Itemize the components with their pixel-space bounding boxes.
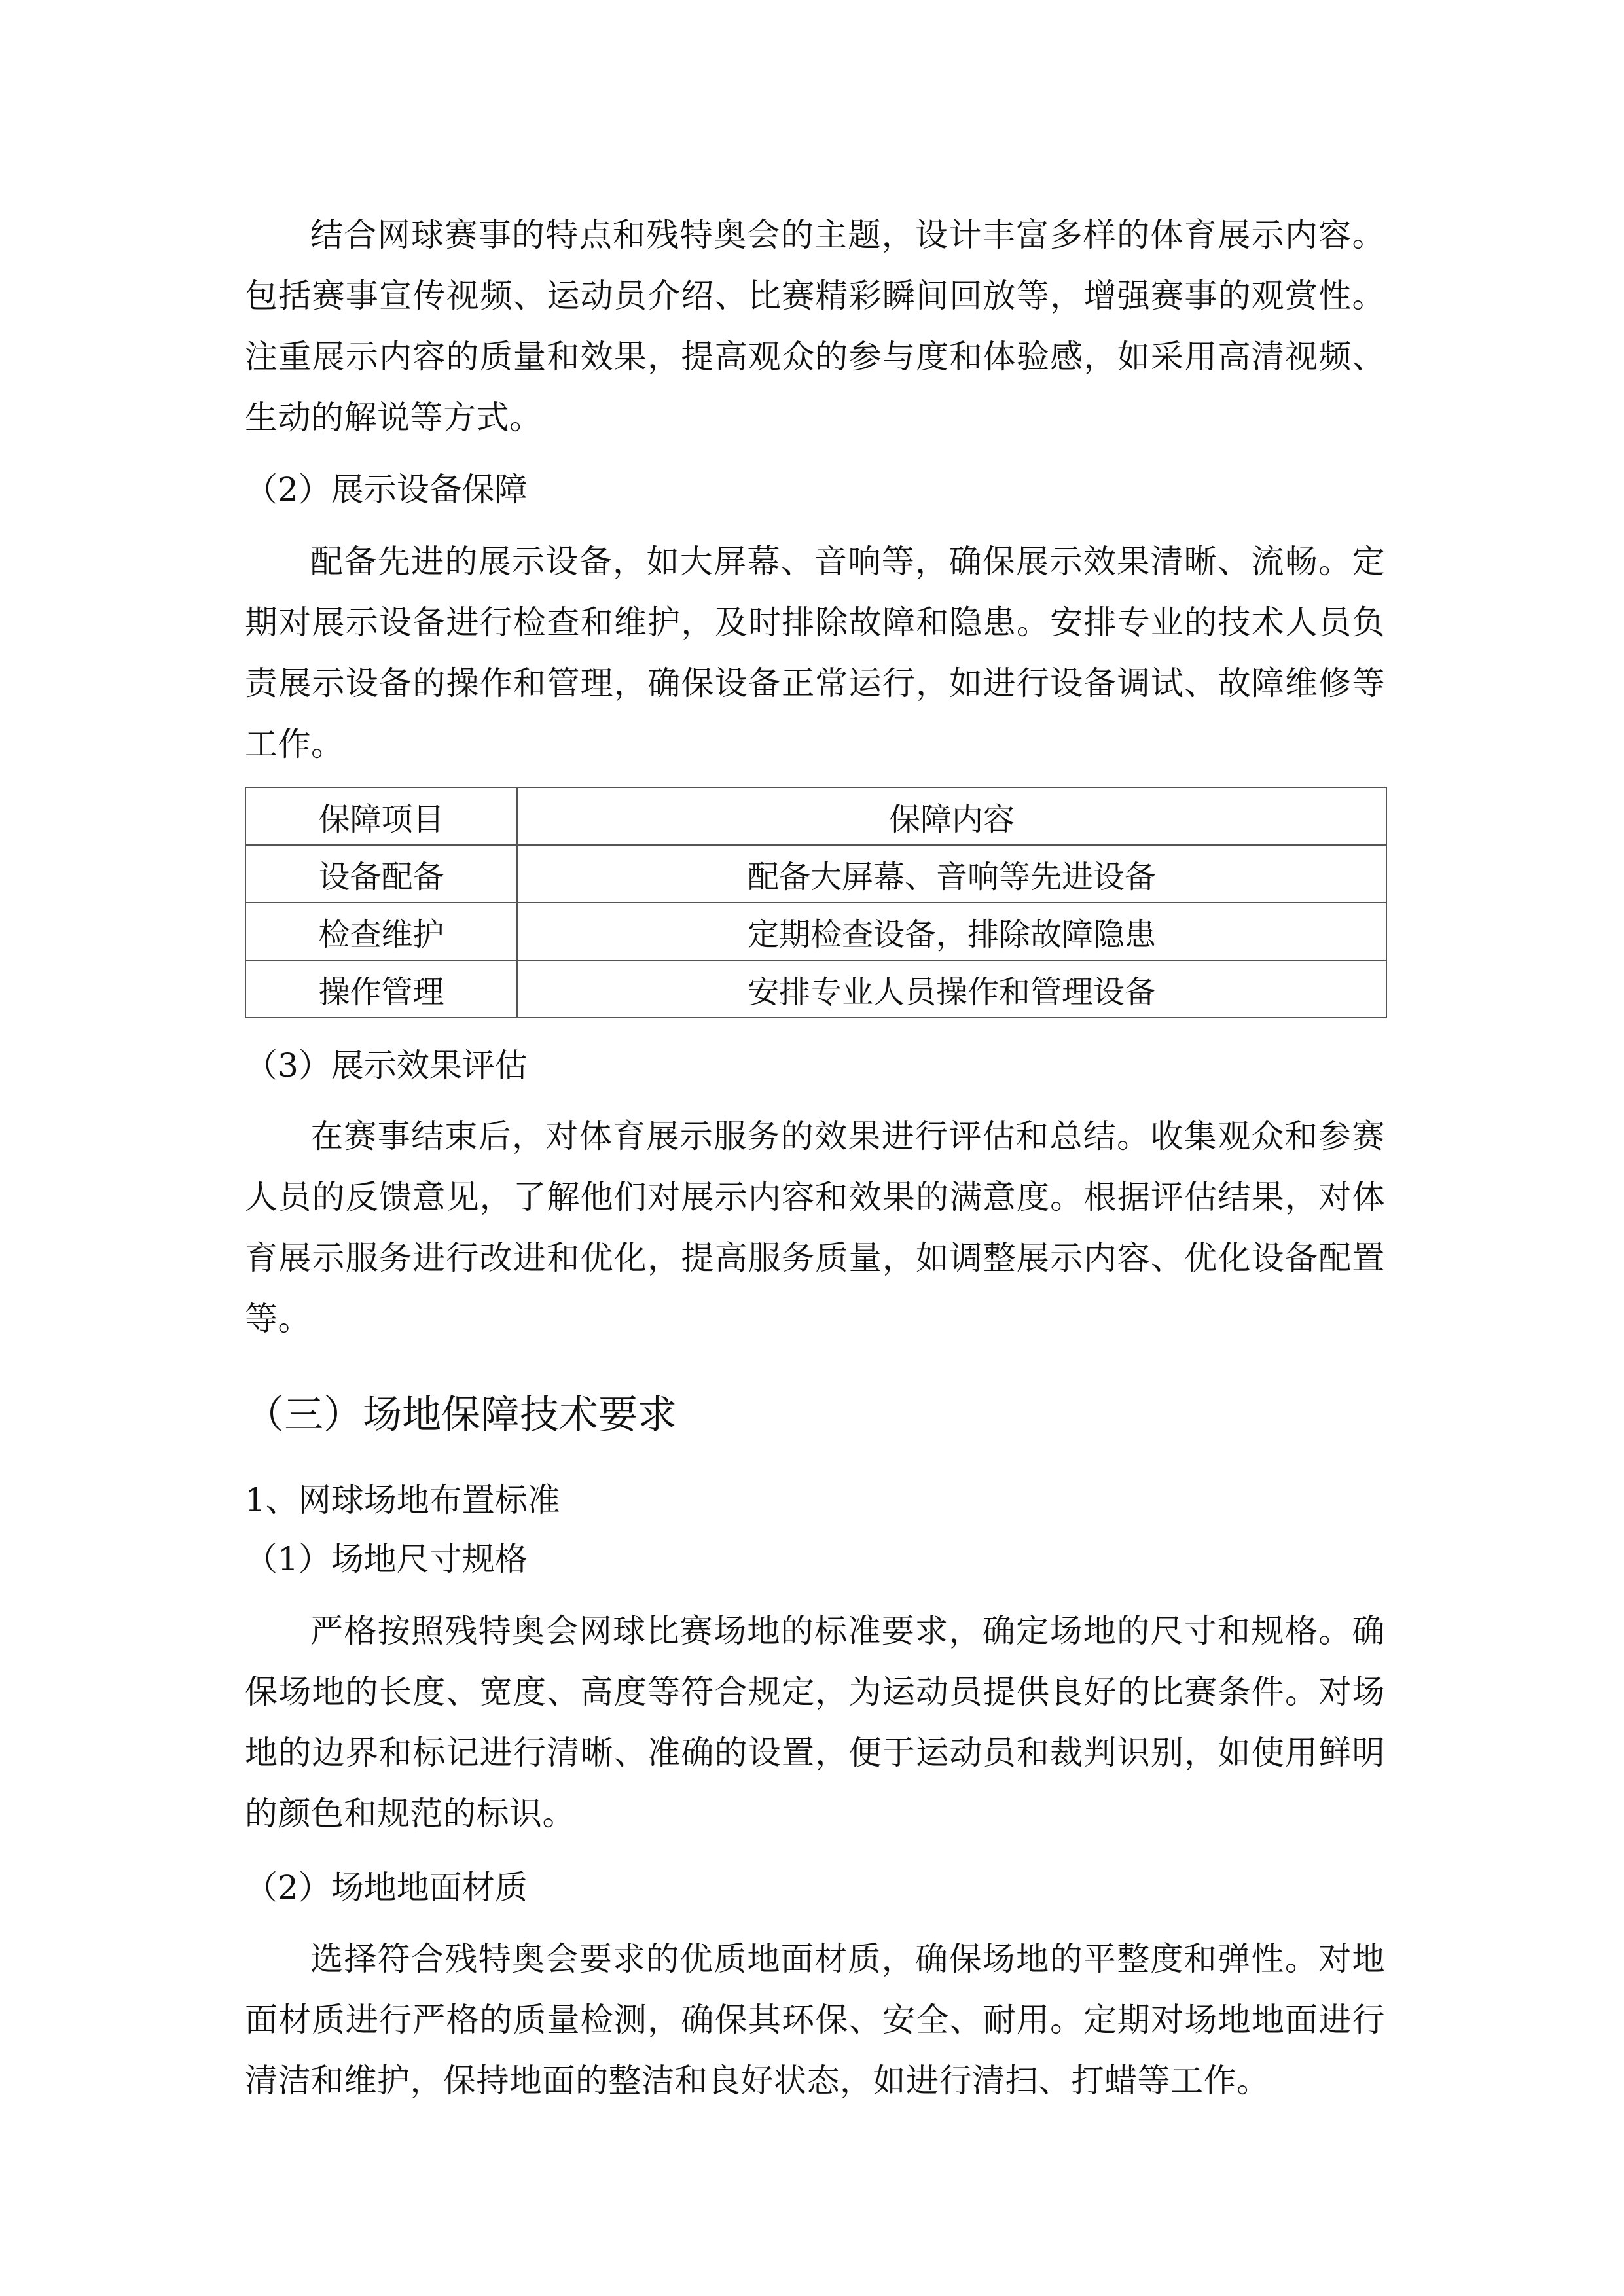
subheading-display-equipment: （2）展示设备保障: [245, 471, 528, 509]
subheading-court-surface: （2）场地地面材质: [245, 1869, 528, 1907]
subheading-court-size: （1）场地尺寸规格: [245, 1540, 528, 1578]
table-cell: 安排专业人员操作和管理设备: [517, 960, 1386, 1018]
subheading-display-evaluation: （3）展示效果评估: [245, 1047, 528, 1085]
table-row: [245, 845, 1386, 903]
item-heading-court-layout: 1、网球场地布置标准: [245, 1481, 560, 1519]
table-header-cell: 保障内容: [517, 787, 1386, 845]
table-cell: 操作管理: [245, 960, 517, 1018]
guarantee-table: [245, 787, 1387, 1018]
table-cell: 检查维护: [245, 903, 517, 960]
section-title-venue: （三）场地保障技术要求: [245, 1392, 677, 1438]
table-header-cell: 保障项目: [245, 787, 517, 845]
table-cell: 设备配备: [245, 845, 517, 903]
table-row: [245, 960, 1386, 1018]
paragraph-display-equipment: 配备先进的展示设备，如大屏幕、音响等，确保展示效果清晰、流畅。定期对展示设备进行检查和维护，及时排除故障和隐患。安排专业的技术人员负责展示设备的操作和管理，确保设备正常运行，如进行设备调试、故障维修等工作。: [245, 543, 1385, 763]
table-cell: 配备大屏幕、音响等先进设备: [517, 845, 1386, 903]
paragraph-court-surface: 选择符合残特奥会要求的优质地面材质，确保场地的平整度和弹性。对地面材质进行严格的质量检测，确保其环保、安全、耐用。定期对场地地面进行清洁和维护，保持地面的整洁和良好状态，如进行清扫、打蜡等工作。: [245, 1940, 1385, 2100]
table-row: [245, 903, 1386, 960]
table-header-row: [245, 787, 1386, 845]
paragraph-display-evaluation: 在赛事结束后，对体育展示服务的效果进行评估和总结。收集观众和参赛人员的反馈意见，了解他们对展示内容和效果的满意度。根据评估结果，对体育展示服务进行改进和优化，提高服务质量，如调整展示内容、优化设备配置等。: [245, 1117, 1385, 1338]
paragraph-court-size: 严格按照残特奥会网球比赛场地的标准要求，确定场地的尺寸和规格。确保场地的长度、宽度、高度等符合规定，为运动员提供良好的比赛条件。对场地的边界和标记进行清晰、准确的设置，便于运动员和裁判识别，如使用鲜明的颜色和规范的标识。: [245, 1612, 1385, 1833]
paragraph-display-content: 结合网球赛事的特点和残特奥会的主题，设计丰富多样的体育展示内容。包括赛事宣传视频、运动员介绍、比赛精彩瞬间回放等，增强赛事的观赏性。注重展示内容的质量和效果，提高观众的参与度和体验感，如采用高清视频、生动的解说等方式。: [245, 216, 1385, 437]
table-cell: 定期检查设备，排除故障隐患: [517, 903, 1386, 960]
